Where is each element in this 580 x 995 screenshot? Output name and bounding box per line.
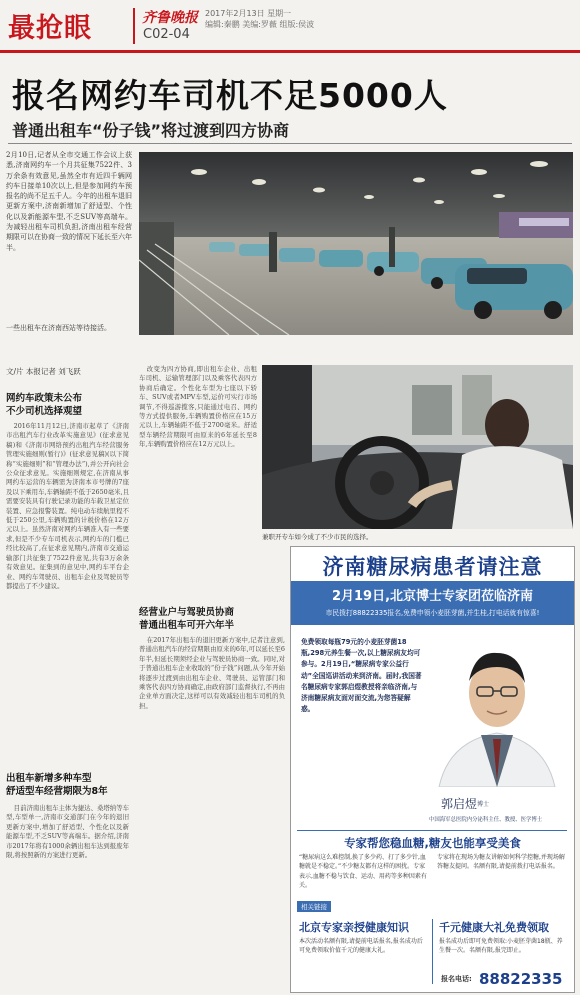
- column2-body: [139, 365, 257, 603]
- ad-tail-right-body: 报名成功后即可免费领取:小麦胚芽菌18瓶、养生餐一次。名额有限,报完即止。: [439, 938, 563, 955]
- column2-paragraph2: 在2017年出租车的退旧更新方案中,记者注意到,普通出租汽车的经营期限由原来的6年,可以延长至6年半,但延长期须经企业与驾驶员协商一致。同时,对于普通出租车企业收取的“份子钱”问题,从今年开始将逐步过渡到由出租车企业、驾驶员、运管部门和乘客代表四方协商确定,由政府部门监督执行,不再由企业单方面决定,这样可以有效减轻出租车司机的负担。: [139, 636, 285, 710]
- ad-tail-right-heading: 千元健康大礼免费领取: [439, 921, 549, 934]
- taxi-queue-photo: [139, 152, 573, 335]
- page-number: C02-04: [143, 27, 190, 42]
- headline: 报名网约车司机不足5000人: [12, 76, 448, 115]
- phone-label: 报名电话:: [441, 975, 472, 983]
- column1-body2: [6, 804, 129, 990]
- section1-heading: 网约车政策未公布 不少司机选择观望: [6, 393, 83, 417]
- section-title: 最抢眼: [8, 13, 92, 44]
- ad-divider: [297, 830, 567, 831]
- doctor-photo: [429, 631, 565, 787]
- ad-title: 济南糖尿病患者请注意: [322, 555, 543, 579]
- photo1-caption: 一些出租车在济南西站等待接活。: [6, 324, 111, 332]
- photo2-caption: 兼职开专车如今成了不少市民的选择。: [262, 533, 373, 541]
- related-link-tag: 相关链接: [297, 901, 331, 912]
- doctor-illustration: [429, 631, 565, 787]
- paper-logo: 齐鲁晚报: [142, 10, 198, 26]
- driver-photo: [262, 365, 573, 529]
- diabetes-ad: [290, 546, 575, 993]
- ad-left-text: 免费领取每瓶79元的小麦胚芽菌18瓶,298元养生餐一次,以上糖尿病友均可参与。2月19日,“糖尿病专家公益行动”全国巡讲活动来到济南。届时,我国著名糖尿病专家郭启煜教授将亲临济南,与济南糖尿病友面对面交流,为您答疑解惑。: [301, 638, 422, 714]
- column2-body2: [139, 636, 285, 990]
- doctor-description: 中国海军总医院内分泌科主任、教授、医学博士: [429, 817, 543, 823]
- doctor-title: 博士: [477, 801, 490, 808]
- masthead-date: 2017年2月13日 星期一: [205, 9, 292, 18]
- column1-body: [6, 422, 129, 764]
- subheadline: 普通出租车“份子钱”将过渡到四方协商: [12, 121, 290, 140]
- column2-paragraph: 改变为四方协商,即出租车企业、出租车司机、运输管理部门以及乘客代表四方协商后确定。个性化车型为七座以下轿车、SUV或者MPV车型,运价可实行市场调节,不得巡游揽客,只能通过电召、网约等方式提供服务,车辆购置价格应在15万元以上,车辆轴距不低于2700毫米。舒适型车辆经营期限可由原来的6年延长至8年,车辆购置价格应在12万元以上。: [139, 365, 257, 449]
- taxi-queue-illustration: [139, 152, 573, 335]
- section3-heading: 经营业户与驾驶员协商 普通出租车可开六年半: [139, 607, 235, 631]
- column1-paragraph: 2016年11月12日,济南市起草了《济南市出租汽车行业改革实施意见》(征求意见稿)和《济南市网络预约出租汽车经营服务管理实施细则(暂行)》(征求意见稿)(以下简称“实施细则”和“管理办法”),并公开向社会公众征求意见。实施细则规定,在济南从事网约车运营的车辆需为济南本市号牌的7座及以下乘用车,车辆轴距不低于2650毫米,且需要安装具有行驶记录功能的车载卫星定位装置、应急报警装置。纯电动车续航里程不低于250公里,车辆购置的计税价格在12万元以上。虽然济南对网约车辆准入有一些要求,但是不少专车司机表示,网约车的门槛已经比较高了,在征求意见期内,济南市交通运输部门共征集了7522件意见,共有3万余条有效意见。征集到的意见中,网约车平台企业、网约车驾驶员、出租车企业及驾驶员等都提出了不少建议。: [6, 422, 129, 590]
- byline: 文/片 本报记者 刘飞跃: [6, 367, 81, 376]
- phone-number: 88822335: [479, 970, 563, 988]
- ad-subtitle: 专家帮您稳血糖,糖友也能享受美食: [344, 836, 521, 850]
- ad-band-line1: 2月19日,北京博士专家团莅临济南: [331, 589, 534, 604]
- ad-tail-divider: [432, 919, 433, 984]
- masthead-rule: [0, 50, 580, 53]
- section2-heading: 出租车新增多种车型 舒适型车经营期限为8年: [6, 773, 108, 797]
- masthead: [0, 0, 580, 62]
- masthead-editors: 编辑:秦鹏 美编:罗薇 组版:侯波: [205, 20, 315, 29]
- column1-paragraph2: 目前济南出租车主体为捷达、桑塔纳等车型,车型单一,济南市交通部门在今年的退旧更新方案中,增加了舒适型、个性化以及新能源车型,不乏SUV等高端车。据介绍,济南市2017年将有1000余辆出租车达到报废年限,将按照新的方案进行更新。: [6, 804, 129, 860]
- ad-text-right: 专家将在现场为糖友讲解如何科学控糖,并现场解答糖友提问。名额有限,请提前拨打电话报名。: [437, 854, 565, 871]
- masthead-divider: [133, 8, 135, 44]
- headline-rule: [8, 143, 572, 144]
- lead-paragraph: 2月10日,记者从全市交通工作会议上获悉,济南网约车一个月共征集7522件、3万余条有效意见,虽然全市有近四千辆网约车日接单10次以上,但是参加网约车预报名的尚不足五千人。今年的出租车退旧更新方案中,济南新增加了舒适型、个性化以及新能源车型,不乏SUV等高端车。为减轻出租车司机负担,济南出租车经营期限可以在协商一致的情况下延长至六年半。: [6, 151, 132, 252]
- ad-band-line2: 市民拨打88822335报名,免费申领小麦胚芽菌,并生桂,打电话就有惊喜!: [325, 609, 540, 617]
- ad-text-left: “糖尿病这么难控制,换了多少药、打了多少针,血糖就是不稳定。”不少糖友都有这样的困扰。专家表示,血糖不稳与饮食、运动、用药等多种因素有关。: [299, 854, 427, 890]
- driver-illustration: [262, 365, 573, 529]
- ad-tail-left-body: 本次活动名额有限,请提前电话报名,报名成功后可免费领取价值千元的健康大礼。: [299, 938, 423, 955]
- doctor-name: 郭启煜: [441, 797, 478, 811]
- ad-tail-left-heading: 北京专家亲授健康知识: [299, 921, 409, 934]
